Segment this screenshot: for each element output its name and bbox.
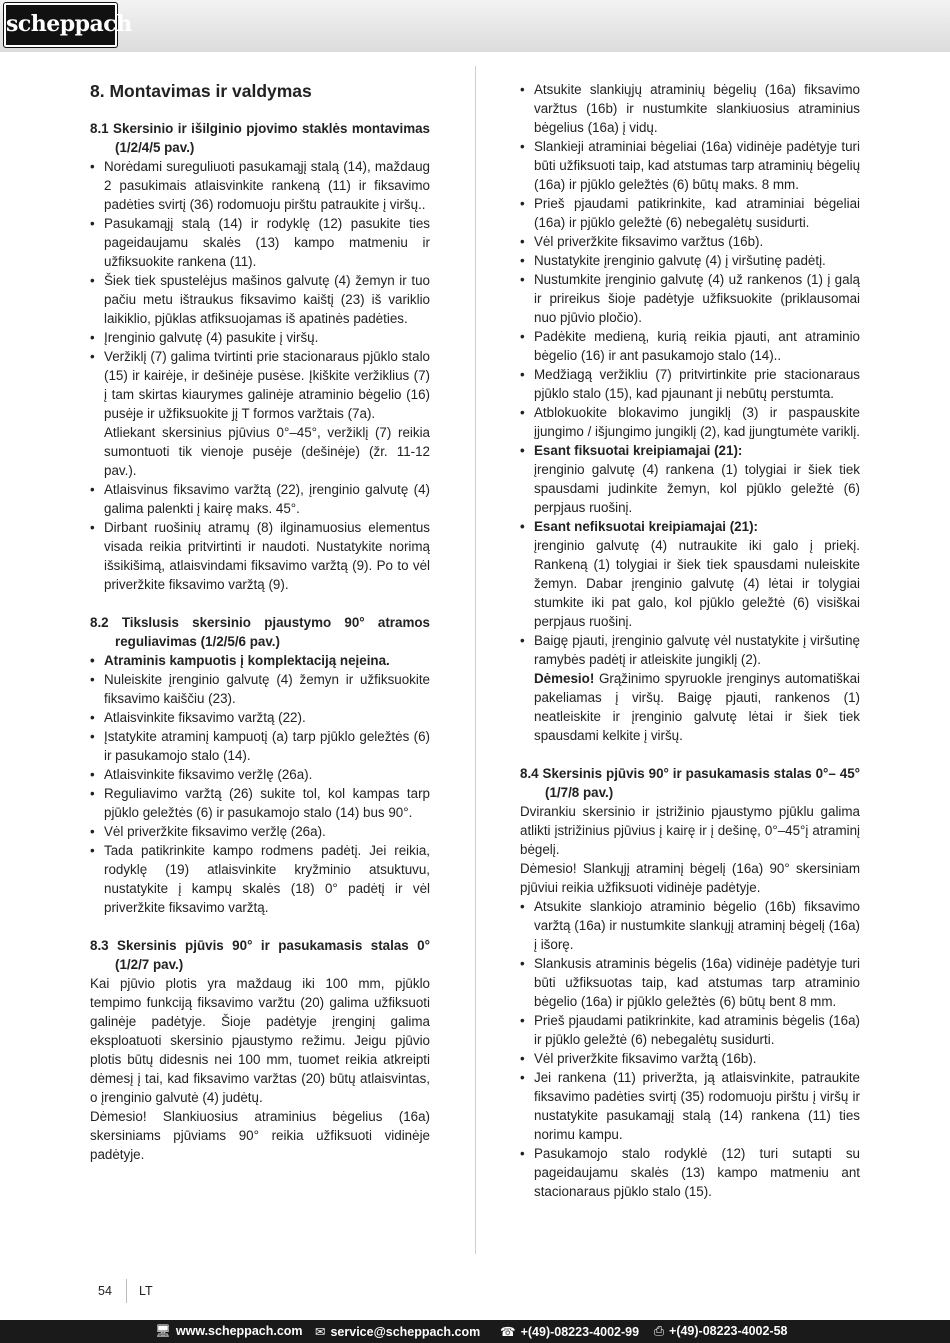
web-contact[interactable] <box>155 1324 303 1339</box>
s82-heading: 8.2 Tikslusis skersinio pjaustymo 90° atramos reguliavimas (1/2/5/6 pav.) <box>90 615 430 649</box>
s84-attention: Dėmesio! Slankųjį atraminį bėgelį (16a) 90° skersiniam pjūviui reikia užfiksuoti vidinėje padėtyje. <box>520 861 860 895</box>
unfixed-guide-heading: • Esant nefiksuotai kreipiamajai (21): <box>520 517 860 536</box>
phone-icon: ☎ <box>500 1325 516 1339</box>
list-item: • Šiek tiek spustelėjus mašinos galvutę (4) žemyn ir tuo pačiu metu ištraukus fiksavimo kaištį (23) iš variklio laikiklio, pjūklas atfiksuojamas iš apatinės padėties. <box>90 271 430 328</box>
fixed-guide-heading: • Esant fiksuotai kreipiamajai (21): <box>520 441 860 460</box>
page-header <box>0 0 950 52</box>
list-item: • Atlaisvinkite fiksavimo veržlę (26a). <box>90 765 430 784</box>
r-list-3 <box>520 631 860 669</box>
list-item: • Vėl priveržkite fiksavimo varžtą (16b). <box>520 1049 860 1068</box>
s81-note: Atliekant skersinius pjūvius 0°–45°, veržiklį (7) reikia sumontuoti tik vienoje pusėje (dešinėje) (žr. 11-12 pav.). <box>104 425 430 478</box>
left-column <box>90 76 430 1164</box>
list-item: • Vėl priveržkite fiksavimo varžtus (16b). <box>520 232 860 251</box>
list-item: • Tada patikrinkite kampo rodmens padėtį. Jei reikia, rodyklę (19) atlaisvinkite kryžminio atsuktuvu, nustatykite į kampų skalės (18) 0° padėtį ir vėl priveržkite fiksavimo varžtą. <box>90 841 430 917</box>
attention-note <box>520 669 860 745</box>
list-item: • Nustumkite įrenginio galvutę (4) už rankenos (1) į galą ir prireikus šioje padėtyje užfiksuokite (priklausomai nuo pjūvio pločio). <box>520 270 860 327</box>
section-title: 8. Montavimas ir valdymas <box>90 81 312 101</box>
right-column <box>520 80 860 1201</box>
web-link[interactable]: www.scheppach.com <box>175 1324 303 1338</box>
footer-separator <box>126 1279 127 1303</box>
list-item: • Baigę pjauti, įrenginio galvutę vėl nustatykite į viršutinę ramybės padėtį ir atleiskite jungiklį (2). <box>520 631 860 669</box>
list-item: • Atlaisvinkite fiksavimo varžtą (22). <box>90 708 430 727</box>
fax-icon: ⎙ <box>654 1324 665 1338</box>
monitor-icon: 🖥 <box>155 1324 171 1338</box>
s83-heading: 8.3 Skersinis pjūvis 90° ir pasukamasis stalas 0° (1/2/7 pav.) <box>90 938 430 972</box>
s83-paragraph: Kai pjūvio plotis yra maždaug iki 100 mm, pjūklo tempimo funkciją fiksavimo varžtu (20) galima užfiksuoti galinėje padėtyje. Šioje padėtyje įrenginį galima eksploatuoti skersinio pjaustymo režimu. Jeigu pjūvio plotis būtų didesnis nei 100 mm, tuomet reikia atkreipti dėmesį į tai, kad fiksavimo varžtas (20) būtų atlaisvintas, o įrenginio galvutė (4) judėtų. <box>90 976 430 1105</box>
fax-contact <box>654 1324 788 1339</box>
list-item: • Atblokuokite blokavimo jungiklį (3) ir paspauskite įjungimo / išjungimo jungiklį (2), kad įjungtumėte variklį. <box>520 403 860 441</box>
list-item: • Įstatykite atraminį kampuotį (a) tarp pjūklo geležtės (6) ir pasukamojo stalo (14). <box>90 727 430 765</box>
unfixed-guide-text: įrenginio galvutę (4) nutraukite iki galo į priekį. Rankeną (1) tolygiai ir šiek tiek spausdami nuleiskite žemyn. Dabar įrenginio galvutę (4) lėtai ir tolygiai stumkite iki pat galo, kol pjūklo geležtė (6) visiškai perpjaus ruošinį. <box>534 538 860 629</box>
attention-text: Grąžinimo spyruokle įrenginys automatiškai pakeliamas į viršų. Baigę pjauti, rankenos (1) neatleiskite ir įrenginio galvutę lėtai ir šiek tiek spausdami kelkite į viršų. <box>534 671 860 743</box>
fax-number: +(49)-08223-4002-58 <box>669 1324 788 1338</box>
s81-list <box>90 157 430 423</box>
r-list-1 <box>520 80 860 460</box>
list-item: • Vėl priveržkite fiksavimo veržlę (26a). <box>90 822 430 841</box>
list-item: • Prieš pjaudami patikrinkite, kad atraminis bėgelis (16a) ir pjūklo geležtė (6) nebegalėtų susidurti. <box>520 1011 860 1049</box>
logo-text: scheppach <box>6 11 132 37</box>
list-item: • Slankieji atraminiai bėgeliai (16a) vidinėje padėtyje turi būti užfiksuoti taip, kad atstumas tarp atraminių bėgelių (16a) ir pjūklo geležtės (6) būtų maks. 8 mm. <box>520 137 860 194</box>
list-item: • Nustatykite įrenginio galvutę (4) į viršutinę padėtį. <box>520 251 860 270</box>
r-list-2 <box>520 517 860 536</box>
list-item: • Norėdami sureguliuoti pasukamąjį stalą (14), maždaug 2 pasukimais atlaisvinkite rankeną (11) ir fiksavimo padėties svirtį (36) rodomuoju pirštu patraukite į viršų.. <box>90 157 430 214</box>
list-item-bold: • Atraminis kampuotis į komplektaciją neįeina. <box>90 651 430 670</box>
list-item: • Veržiklį (7) galima tvirtinti prie stacionaraus pjūklo stalo (15) ir kairėje, ir dešinėje pusėse. Įkiškite veržiklius (7) į tam skirtas kiaurymes galinėje atraminio bėgelio (16) pusėje ir užfiksuokite jį T formos varžtais (7a). <box>90 347 430 423</box>
s83-attention: Dėmesio! Slankiuosius atraminius bėgelius (16a) skersiniams pjūviams 90° reikia užfiksuoti vidinėje padėtyje. <box>90 1109 430 1162</box>
list-item: • Medžiagą veržikliu (7) pritvirtinkite prie stacionaraus pjūklo stalo (15), kad pjaunant ji nebūtų perstumta. <box>520 365 860 403</box>
envelope-icon: ✉ <box>315 1325 326 1339</box>
fixed-guide-text: įrenginio galvutę (4) rankena (1) tolygiai ir šiek tiek spausdami judinkite žemyn, kol pjūklo geležtė (6) perpjaus ruošinį. <box>534 462 860 515</box>
s81-heading: 8.1 Skersinio ir išilginio pjovimo staklės montavimas (1/2/4/5 pav.) <box>90 121 430 155</box>
contact-bar <box>0 1320 950 1343</box>
list-item: • Atsukite slankiųjų atraminių bėgelių (16a) fiksavimo varžtus (16b) ir nustumkite slankiuosius atraminius bėgelius (16a) į vidų. <box>520 80 860 137</box>
list-item: • Jei rankena (11) priveržta, ją atlaisvinkite, patraukite fiksavimo padėties svirtį (35) rodomuoju pirštu į viršų ir nustatykite pasukamąjį stalą (14) rankena (11) ties norimu kampu. <box>520 1068 860 1144</box>
brand-logo <box>4 3 132 47</box>
list-item: • Nuleiskite įrenginio galvutę (4) žemyn ir užfiksuokite fiksavimo kaiščiu (23). <box>90 670 430 708</box>
list-item: • Pasukamojo stalo rodyklė (12) turi sutapti su pageidaujamu skalės (13) kampo matmeniu ant stacionaraus pjūklo stalo (15). <box>520 1144 860 1201</box>
s84-heading: 8.4 Skersinis pjūvis 90° ir pasukamasis stalas 0°– 45° (1/7/8 pav.) <box>520 766 860 800</box>
s84-list <box>520 897 860 1201</box>
email-contact[interactable] <box>315 1324 480 1339</box>
phone-contact <box>500 1324 639 1339</box>
list-item: • Padėkite medieną, kurią reikia pjauti, ant atraminio bėgelio (16) ir ant pasukamojo stalo (14).. <box>520 327 860 365</box>
page-language: LT <box>139 1284 153 1298</box>
s81-list-2 <box>90 480 430 594</box>
list-item: • Atsukite slankiojo atraminio bėgelio (16b) fiksavimo varžtą (16a) ir nustumkite slankųjį atraminį bėgelį (16a) į išorę. <box>520 897 860 954</box>
list-item: • Slankusis atraminis bėgelis (16a) vidinėje padėtyje turi būti užfiksuotas taip, kad atstumas tarp atraminio bėgelio (16a) ir pjūklo geležtės (6) būtų bent 8 mm. <box>520 954 860 1011</box>
phone-number: +(49)-08223-4002-99 <box>520 1325 640 1339</box>
list-item: • Prieš pjaudami patikrinkite, kad atraminiai bėgeliai (16a) ir pjūklo geležtė (6) nebegalėtų susidurti. <box>520 194 860 232</box>
s82-list <box>90 651 430 917</box>
list-item: • Reguliavimo varžtą (26) sukite tol, kol kampas tarp pjūklo geležtės (6) ir pasukamojo stalo (14) bus 90°. <box>90 784 430 822</box>
list-item: • Atlaisvinus fiksavimo varžtą (22), įrenginio galvutę (4) galima palenkti į kairę maks. 45°. <box>90 480 430 518</box>
column-divider <box>475 66 476 1254</box>
list-item: • Dirbant ruošinių atramų (8) ilginamuosius elementus visada reikia pritvirtinti ir naudoti. Nustatykite norimą išsikišimą, atlaisvindami fiksavimo varžtą (9). Po to vėl priveržkite fiksavimo varžtą (9). <box>90 518 430 594</box>
s84-paragraph: Dvirankiu skersinio ir įstrižinio pjaustymo pjūklu galima atlikti įstrižinius pjūvius į kairę ir į dešinę, 0°–45°į atraminį bėgelį. <box>520 804 860 857</box>
email-link[interactable]: service@scheppach.com <box>330 1325 481 1339</box>
list-item: • Pasukamąjį stalą (14) ir rodyklę (12) pasukite ties pageidaujamu skalės (13) kampo matmeniu ir užfiksuokite rankena (11). <box>90 214 430 271</box>
list-item: • Įrenginio galvutę (4) pasukite į viršų. <box>90 328 430 347</box>
attention-label: Dėmesio! <box>534 671 595 686</box>
page-number: 54 <box>98 1284 112 1298</box>
